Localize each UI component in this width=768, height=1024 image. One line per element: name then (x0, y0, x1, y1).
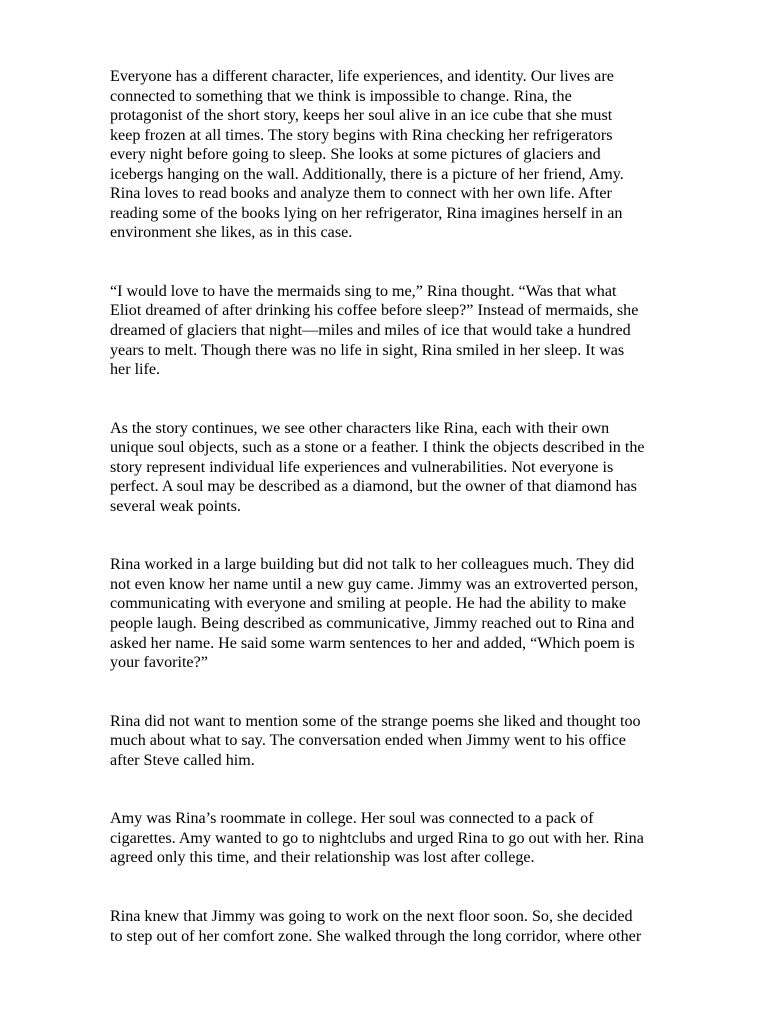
text-line: agreed only this time, and their relationship was lost after college. (110, 849, 535, 867)
text-line: Rina did not want to mention some of the strange poems she liked and thought too (110, 712, 641, 730)
text-line: much about what to say. The conversation ended when Jimmy went to his office (110, 732, 626, 750)
paragraph-7 (110, 907, 714, 946)
text-line: Eliot dreamed of after drinking his coffee before sleep?” Instead of mermaids, she (110, 302, 639, 320)
text-line: icebergs hanging on the wall. Additionally, there is a picture of her friend, Amy. (110, 165, 624, 183)
text-line: perfect. A soul may be described as a diamond, but the owner of that diamond has (110, 478, 637, 496)
text-line: every night before going to sleep. She looks at some pictures of glaciers and (110, 146, 601, 164)
text-line: Rina worked in a large building but did not talk to her colleagues much. They did (110, 556, 635, 574)
paragraph-5 (110, 712, 714, 771)
text-line: Rina loves to read books and analyze them to connect with her own life. After (110, 185, 612, 203)
paragraph-1 (110, 67, 714, 243)
text-line: keep frozen at all times. The story begins with Rina checking her refrigerators (110, 126, 613, 144)
text-line: not even know her name until a new guy came. Jimmy was an extroverted person, (110, 575, 639, 593)
text-line: connected to something that we think is impossible to change. Rina, the (110, 87, 572, 105)
paragraph-4 (110, 555, 714, 672)
text-line: Everyone has a different character, life experiences, and identity. Our lives are (110, 68, 614, 85)
document-body (110, 67, 714, 985)
text-line: her life. (110, 361, 161, 379)
paragraph-6 (110, 809, 714, 868)
text-line: people laugh. Being described as communicative, Jimmy reached out to Rina and (110, 615, 635, 633)
text-line: years to melt. Though there was no life in sight, Rina smiled in her sleep. It was (110, 341, 625, 359)
text-line: your favorite?” (110, 654, 208, 672)
paragraph-3 (110, 419, 714, 517)
text-line: to step out of her comfort zone. She walked through the long corridor, where other (110, 927, 642, 945)
text-line: Rina knew that Jimmy was going to work on the next floor soon. So, she decided (110, 907, 633, 925)
text-line: protagonist of the short story, keeps her soul alive in an ice cube that she must (110, 107, 613, 125)
text-line: reading some of the books lying on her refrigerator, Rina imagines herself in an (110, 204, 623, 222)
paragraph-2 (110, 282, 714, 380)
text-line: dreamed of glaciers that night—miles and miles of ice that would take a hundred (110, 322, 631, 340)
text-line: after Steve called him. (110, 751, 255, 769)
text-line: several weak points. (110, 497, 241, 515)
text-line: story represent individual life experiences and vulnerabilities. Not everyone is (110, 458, 614, 476)
text-line: cigarettes. Amy wanted to go to nightclubs and urged Rina to go out with her. Rina (110, 829, 644, 847)
text-line: “I would love to have the mermaids sing to me,” Rina thought. “Was that what (110, 282, 617, 300)
text-line: As the story continues, we see other characters like Rina, each with their own (110, 419, 610, 437)
text-line: asked her name. He said some warm sentences to her and added, “Which poem is (110, 634, 635, 652)
text-line: communicating with everyone and smiling at people. He had the ability to make (110, 595, 627, 613)
text-line: unique soul objects, such as a stone or a feather. I think the objects described in the (110, 439, 645, 457)
text-line: environment she likes, as in this case. (110, 224, 353, 242)
text-line: Amy was Rina’s roommate in college. Her soul was connected to a pack of (110, 810, 594, 828)
